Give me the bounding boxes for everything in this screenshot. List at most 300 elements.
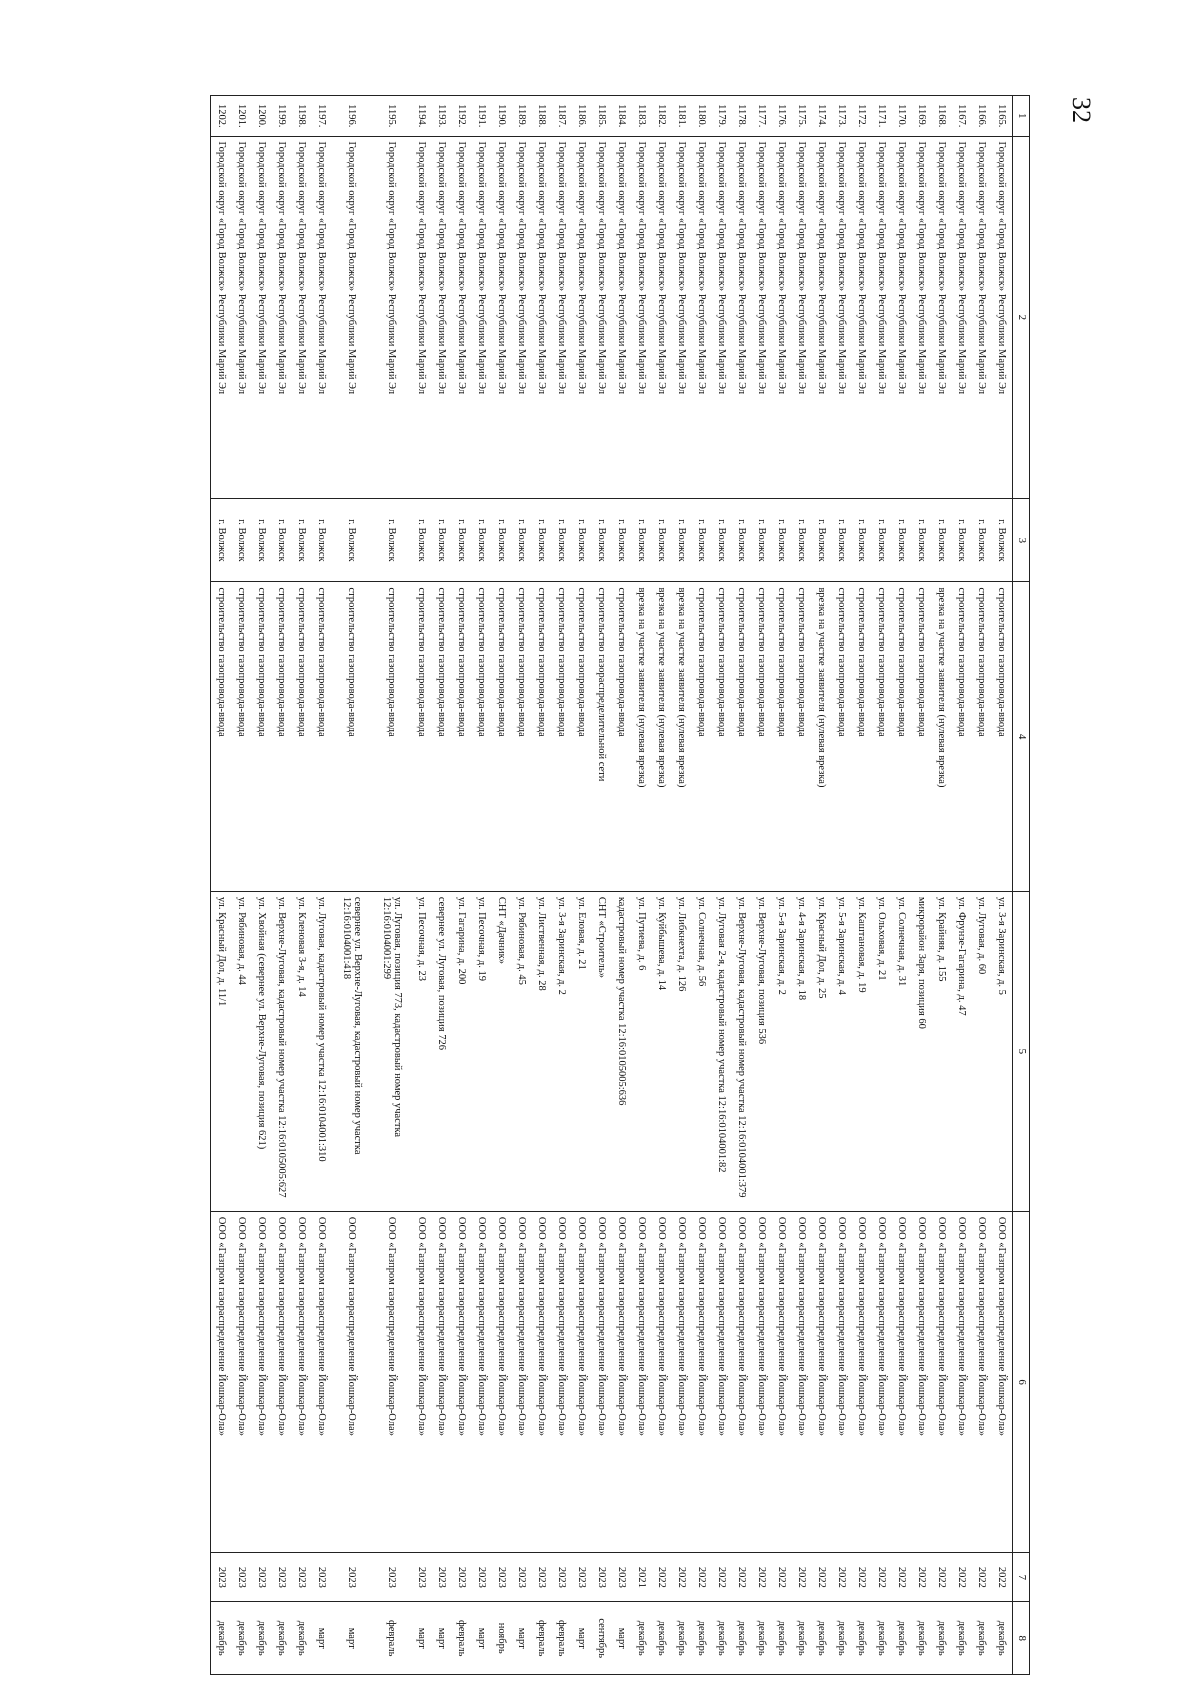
year-cell: 2023 (432, 1553, 452, 1602)
table-row (292, 96, 312, 1675)
address-cell: ул. Верхне-Луговая, позиция 536 (752, 891, 772, 1211)
table-row (992, 96, 1013, 1675)
year-cell: 2023 (592, 1553, 612, 1602)
col-header-8: 8 (1013, 1602, 1030, 1675)
year-cell: 2023 (572, 1553, 592, 1602)
row-number-cell: 1179. (712, 96, 732, 137)
address-cell: ул. Каштановая, д. 19 (852, 891, 872, 1211)
organization-cell: ООО «Газпром газораспределение Йошкар-Ола» (652, 1211, 672, 1552)
organization-cell: ООО «Газпром газораспределение Йошкар-Ола» (692, 1211, 712, 1552)
row-number-cell: 1185. (592, 96, 612, 137)
organization-cell: ООО «Газпром газораспределение Йошкар-Ола» (952, 1211, 972, 1552)
document-table-rotated (210, 95, 1030, 1675)
address-cell: ул. Красный Дол, д. 11/1 (211, 891, 232, 1211)
settlement-cell: г. Волжск (412, 499, 432, 582)
work-type-cell: строительство газопровода-ввода (211, 582, 232, 891)
year-cell: 2022 (972, 1553, 992, 1602)
year-cell: 2023 (512, 1553, 532, 1602)
settlement-cell: г. Волжск (892, 499, 912, 582)
work-type-cell: строительство газопровода-ввода (872, 582, 892, 891)
address-cell: ул. 5-я Заринская, д. 4 (832, 891, 852, 1211)
row-number-cell: 1193. (432, 96, 452, 137)
work-type-cell: строительство газопровода-ввода (332, 582, 372, 891)
year-cell: 2022 (712, 1553, 732, 1602)
year-cell: 2023 (211, 1553, 232, 1602)
address-cell: ул. Верхне-Луговая, кадастровый номер участка 12:16:0104001:379 (732, 891, 752, 1211)
year-cell: 2021 (632, 1553, 652, 1602)
address-cell: ул. Хвойная (севернее ул. Верхне-Луговая, позиция 621) (252, 891, 272, 1211)
address-cell: ул. Солнечная, д. 56 (692, 891, 712, 1211)
address-cell: ул. Ольховая, д. 21 (872, 891, 892, 1211)
work-type-cell: строительство газопровода-ввода (712, 582, 732, 891)
settlement-cell: г. Волжск (472, 499, 492, 582)
work-type-cell: врезка на участке заявителя (нулевая врезка) (632, 582, 652, 891)
table-row (692, 96, 712, 1675)
settlement-cell: г. Волжск (752, 499, 772, 582)
settlement-cell: г. Волжск (592, 499, 612, 582)
work-type-cell: строительство газопровода-ввода (412, 582, 432, 891)
municipality-cell: Городской округ «Город Волжск» Республики Марий Эл (792, 136, 812, 499)
address-cell: СНТ «Строитель» (592, 891, 612, 1211)
settlement-cell: г. Волжск (792, 499, 812, 582)
organization-cell: ООО «Газпром газораспределение Йошкар-Ола» (932, 1211, 952, 1552)
organization-cell: ООО «Газпром газораспределение Йошкар-Ола» (572, 1211, 592, 1552)
work-type-cell: строительство газопровода-ввода (552, 582, 572, 891)
table-row (612, 96, 632, 1675)
municipality-cell: Городской округ «Город Волжск» Республики Марий Эл (292, 136, 312, 499)
settlement-cell: г. Волжск (852, 499, 872, 582)
organization-cell: ООО «Газпром газораспределение Йошкар-Ола» (752, 1211, 772, 1552)
municipality-cell: Городской округ «Город Волжск» Республики Марий Эл (992, 136, 1013, 499)
municipality-cell: Городской округ «Город Волжск» Республики Марий Эл (972, 136, 992, 499)
address-cell: микрорайон Заря, позиция 60 (912, 891, 932, 1211)
year-cell: 2022 (692, 1553, 712, 1602)
year-cell: 2023 (312, 1553, 332, 1602)
settlement-cell: г. Волжск (812, 499, 832, 582)
month-cell: декабрь (852, 1602, 872, 1675)
settlement-cell: г. Волжск (372, 499, 412, 582)
municipality-cell: Городской округ «Город Волжск» Республики Марий Эл (852, 136, 872, 499)
settlement-cell: г. Волжск (872, 499, 892, 582)
work-type-cell: строительство газопровода-ввода (612, 582, 632, 891)
municipality-cell: Городской округ «Город Волжск» Республики Марий Эл (452, 136, 472, 499)
organization-cell: ООО «Газпром газораспределение Йошкар-Ола» (672, 1211, 692, 1552)
municipality-cell: Городской округ «Город Волжск» Республики Марий Эл (712, 136, 732, 499)
settlement-cell: г. Волжск (912, 499, 932, 582)
address-cell: ул. Луговая, позиция 773, кадастровый номер участка 12:16:0104001:299 (372, 891, 412, 1211)
table-row (732, 96, 752, 1675)
row-number-cell: 1170. (892, 96, 912, 137)
organization-cell: ООО «Газпром газораспределение Йошкар-Ола» (232, 1211, 252, 1552)
table-row (252, 96, 272, 1675)
settlement-cell: г. Волжск (952, 499, 972, 582)
municipality-cell: Городской округ «Город Волжск» Республики Марий Эл (612, 136, 632, 499)
organization-cell: ООО «Газпром газораспределение Йошкар-Ола» (432, 1211, 452, 1552)
row-number-cell: 1198. (292, 96, 312, 137)
table-row (972, 96, 992, 1675)
address-cell: ул. Луговая, д. 60 (972, 891, 992, 1211)
month-cell: февраль (532, 1602, 552, 1675)
table-row (672, 96, 692, 1675)
month-cell: февраль (372, 1602, 412, 1675)
year-cell: 2022 (652, 1553, 672, 1602)
municipality-cell: Городской округ «Город Волжск» Республики Марий Эл (232, 136, 252, 499)
month-cell: февраль (552, 1602, 572, 1675)
settlement-cell: г. Волжск (452, 499, 472, 582)
organization-cell: ООО «Газпром газораспределение Йошкар-Ола» (211, 1211, 232, 1552)
year-cell: 2022 (932, 1553, 952, 1602)
organization-cell: ООО «Газпром газораспределение Йошкар-Ола» (492, 1211, 512, 1552)
row-number-cell: 1199. (272, 96, 292, 137)
col-header-7: 7 (1013, 1553, 1030, 1602)
year-cell: 2023 (332, 1553, 372, 1602)
settlement-cell: г. Волжск (632, 499, 652, 582)
work-type-cell: строительство газопровода-ввода (852, 582, 872, 891)
work-type-cell: строительство газопровода-ввода (792, 582, 812, 891)
organization-cell: ООО «Газпром газораспределение Йошкар-Ола» (972, 1211, 992, 1552)
table-row (332, 96, 372, 1675)
municipality-cell: Городской округ «Город Волжск» Республики Марий Эл (952, 136, 972, 499)
table-row (832, 96, 852, 1675)
table-row (632, 96, 652, 1675)
work-type-cell: строительство газопровода-ввода (312, 582, 332, 891)
settlement-cell: г. Волжск (252, 499, 272, 582)
row-number-cell: 1168. (932, 96, 952, 137)
row-number-cell: 1195. (372, 96, 412, 137)
row-number-cell: 1197. (312, 96, 332, 137)
row-number-cell: 1166. (972, 96, 992, 137)
organization-cell: ООО «Газпром газораспределение Йошкар-Ола» (312, 1211, 332, 1552)
address-cell: кадастровый номер участка 12:16:0105005:636 (612, 891, 632, 1211)
row-number-cell: 1192. (452, 96, 472, 137)
address-cell: СНТ «Дачник» (492, 891, 512, 1211)
row-number-cell: 1194. (412, 96, 432, 137)
year-cell: 2023 (232, 1553, 252, 1602)
table-row (211, 96, 232, 1675)
organization-cell: ООО «Газпром газораспределение Йошкар-Ола» (252, 1211, 272, 1552)
month-cell: декабрь (712, 1602, 732, 1675)
organization-cell: ООО «Газпром газораспределение Йошкар-Ола» (532, 1211, 552, 1552)
municipality-cell: Городской округ «Город Волжск» Республики Марий Эл (632, 136, 652, 499)
work-type-cell: строительство газопровода-ввода (732, 582, 752, 891)
month-cell: декабрь (992, 1602, 1013, 1675)
settlement-cell: г. Волжск (492, 499, 512, 582)
organization-cell: ООО «Газпром газораспределение Йошкар-Ола» (712, 1211, 732, 1552)
year-cell: 2022 (992, 1553, 1013, 1602)
work-type-cell: врезка на участке заявителя (нулевая врезка) (652, 582, 672, 891)
month-cell: март (412, 1602, 432, 1675)
address-cell: ул. Лиственная, д. 28 (532, 891, 552, 1211)
year-cell: 2023 (272, 1553, 292, 1602)
settlement-cell: г. Волжск (992, 499, 1013, 582)
row-number-cell: 1188. (532, 96, 552, 137)
organization-cell: ООО «Газпром газораспределение Йошкар-Ола» (792, 1211, 812, 1552)
organization-cell: ООО «Газпром газораспределение Йошкар-Ола» (512, 1211, 532, 1552)
address-cell: ул. Луговая, кадастровый номер участка 12:16:0104001:310 (312, 891, 332, 1211)
organization-cell: ООО «Газпром газораспределение Йошкар-Ола» (412, 1211, 432, 1552)
table-row (272, 96, 292, 1675)
municipality-cell: Городской округ «Город Волжск» Республики Марий Эл (532, 136, 552, 499)
month-cell: март (312, 1602, 332, 1675)
work-type-cell: строительство газопровода-ввода (532, 582, 552, 891)
organization-cell: ООО «Газпром газораспределение Йошкар-Ола» (992, 1211, 1013, 1552)
municipality-cell: Городской округ «Город Волжск» Республики Марий Эл (652, 136, 672, 499)
municipality-cell: Городской округ «Город Волжск» Республики Марий Эл (592, 136, 612, 499)
work-type-cell: строительство газопровода-ввода (252, 582, 272, 891)
work-type-cell: строительство газопровода-ввода (452, 582, 472, 891)
table-row (772, 96, 792, 1675)
work-type-cell: строительство газопровода-ввода (432, 582, 452, 891)
municipality-cell: Городской округ «Город Волжск» Республики Марий Эл (492, 136, 512, 499)
work-type-cell: строительство газопровода-ввода (492, 582, 512, 891)
address-cell: ул. Солнечная, д. 31 (892, 891, 912, 1211)
organization-cell: ООО «Газпром газораспределение Йошкар-Ола» (332, 1211, 372, 1552)
municipality-cell: Городской округ «Город Волжск» Республики Марий Эл (412, 136, 432, 499)
row-number-cell: 1182. (652, 96, 672, 137)
municipality-cell: Городской округ «Город Волжск» Республики Марий Эл (892, 136, 912, 499)
table-row (752, 96, 772, 1675)
row-number-cell: 1183. (632, 96, 652, 137)
work-type-cell: строительство газораспределительной сети (592, 582, 612, 891)
municipality-cell: Городской округ «Город Волжск» Республики Марий Эл (211, 136, 232, 499)
table-row (892, 96, 912, 1675)
month-cell: декабрь (972, 1602, 992, 1675)
settlement-cell: г. Волжск (512, 499, 532, 582)
municipality-cell: Городской округ «Город Волжск» Республики Марий Эл (552, 136, 572, 499)
row-number-cell: 1181. (672, 96, 692, 137)
year-cell: 2022 (812, 1553, 832, 1602)
month-cell: декабрь (912, 1602, 932, 1675)
month-cell: декабрь (272, 1602, 292, 1675)
year-cell: 2023 (612, 1553, 632, 1602)
municipality-cell: Городской округ «Город Волжск» Республики Марий Эл (432, 136, 452, 499)
work-type-cell: врезка на участке заявителя (нулевая врезка) (812, 582, 832, 891)
address-cell: ул. Крайняя, д. 155 (932, 891, 952, 1211)
work-type-cell: строительство газопровода-ввода (472, 582, 492, 891)
month-cell: декабрь (892, 1602, 912, 1675)
row-number-cell: 1175. (792, 96, 812, 137)
municipality-cell: Городской округ «Город Волжск» Республики Марий Эл (572, 136, 592, 499)
municipality-cell: Городской округ «Город Волжск» Республики Марий Эл (312, 136, 332, 499)
month-cell: март (512, 1602, 532, 1675)
month-cell: март (332, 1602, 372, 1675)
table-row (372, 96, 412, 1675)
address-cell: ул. Красный Дол, д. 25 (812, 891, 832, 1211)
table-row (712, 96, 732, 1675)
organization-cell: ООО «Газпром газораспределение Йошкар-Ола» (612, 1211, 632, 1552)
table-row (432, 96, 452, 1675)
address-cell: ул. Либкнехта, д. 126 (672, 891, 692, 1211)
table-row (512, 96, 532, 1675)
work-type-cell: строительство газопровода-ввода (752, 582, 772, 891)
month-cell: декабрь (692, 1602, 712, 1675)
row-number-cell: 1167. (952, 96, 972, 137)
work-type-cell: строительство газопровода-ввода (272, 582, 292, 891)
col-header-2: 2 (1013, 136, 1030, 499)
organization-cell: ООО «Газпром газораспределение Йошкар-Ола» (452, 1211, 472, 1552)
organization-cell: ООО «Газпром газораспределение Йошкар-Ола» (912, 1211, 932, 1552)
month-cell: декабрь (732, 1602, 752, 1675)
address-cell: ул. Путиева, д. 6 (632, 891, 652, 1211)
settlement-cell: г. Волжск (732, 499, 752, 582)
address-cell: севернее ул. Луговая, позиция 726 (432, 891, 452, 1211)
row-number-cell: 1174. (812, 96, 832, 137)
settlement-cell: г. Волжск (432, 499, 452, 582)
municipality-cell: Городской округ «Город Волжск» Республики Марий Эл (332, 136, 372, 499)
page-number (1062, 84, 1100, 136)
col-header-4: 4 (1013, 582, 1030, 891)
month-cell: декабрь (772, 1602, 792, 1675)
settlement-cell: г. Волжск (612, 499, 632, 582)
year-cell: 2023 (292, 1553, 312, 1602)
organization-cell: ООО «Газпром газораспределение Йошкар-Ола» (592, 1211, 612, 1552)
settlement-cell: г. Волжск (312, 499, 332, 582)
settlement-cell: г. Волжск (572, 499, 592, 582)
settlement-cell: г. Волжск (652, 499, 672, 582)
table-row (812, 96, 832, 1675)
work-type-cell: врезка на участке заявителя (нулевая врезка) (672, 582, 692, 891)
month-cell: декабрь (752, 1602, 772, 1675)
year-cell: 2022 (752, 1553, 772, 1602)
row-number-cell: 1178. (732, 96, 752, 137)
table-row (952, 96, 972, 1675)
municipality-cell: Городской округ «Город Волжск» Республики Марий Эл (272, 136, 292, 499)
table-row (852, 96, 872, 1675)
settlement-cell: г. Волжск (672, 499, 692, 582)
table-row (492, 96, 512, 1675)
municipality-cell: Городской округ «Город Волжск» Республики Марий Эл (872, 136, 892, 499)
row-number-cell: 1190. (492, 96, 512, 137)
settlement-cell: г. Волжск (532, 499, 552, 582)
row-number-cell: 1200. (252, 96, 272, 137)
month-cell: март (612, 1602, 632, 1675)
settlement-cell: г. Волжск (211, 499, 232, 582)
address-cell: ул. Гагарина, д. 200 (452, 891, 472, 1211)
month-cell: февраль (452, 1602, 472, 1675)
work-type-cell: строительство газопровода-ввода (952, 582, 972, 891)
organization-cell: ООО «Газпром газораспределение Йошкар-Ола» (772, 1211, 792, 1552)
row-number-cell: 1169. (912, 96, 932, 137)
organization-cell: ООО «Газпром газораспределение Йошкар-Ола» (272, 1211, 292, 1552)
settlement-cell: г. Волжск (932, 499, 952, 582)
header-row (1013, 96, 1030, 1675)
year-cell: 2023 (452, 1553, 472, 1602)
organization-cell: ООО «Газпром газораспределение Йошкар-Ола» (552, 1211, 572, 1552)
table-body (211, 96, 1013, 1675)
month-cell: декабрь (252, 1602, 272, 1675)
table-row (552, 96, 572, 1675)
year-cell: 2022 (672, 1553, 692, 1602)
row-number-cell: 1184. (612, 96, 632, 137)
month-cell: декабрь (932, 1602, 952, 1675)
work-type-cell: строительство газопровода-ввода (232, 582, 252, 891)
year-cell: 2022 (852, 1553, 872, 1602)
address-cell: ул. Песочная, д. 19 (472, 891, 492, 1211)
month-cell: декабрь (211, 1602, 232, 1675)
table-row (532, 96, 552, 1675)
work-type-cell: строительство газопровода-ввода (972, 582, 992, 891)
row-number-cell: 1180. (692, 96, 712, 137)
month-cell: декабрь (652, 1602, 672, 1675)
row-number-cell: 1202. (211, 96, 232, 137)
settlement-cell: г. Волжск (292, 499, 312, 582)
year-cell: 2023 (552, 1553, 572, 1602)
year-cell: 2023 (412, 1553, 432, 1602)
organization-cell: ООО «Газпром газораспределение Йошкар-Ола» (852, 1211, 872, 1552)
year-cell: 2022 (732, 1553, 752, 1602)
month-cell: ноябрь (492, 1602, 512, 1675)
year-cell: 2022 (872, 1553, 892, 1602)
address-cell: ул. Песочная, д. 23 (412, 891, 432, 1211)
year-cell: 2023 (492, 1553, 512, 1602)
month-cell: декабрь (952, 1602, 972, 1675)
address-cell: ул. 3-я Заринская, д. 2 (552, 891, 572, 1211)
municipality-cell: Городской округ «Город Волжск» Республики Марий Эл (372, 136, 412, 499)
row-number-cell: 1165. (992, 96, 1013, 137)
page-number-text: 32 (1067, 97, 1096, 123)
municipality-cell: Городской округ «Город Волжск» Республики Марий Эл (732, 136, 752, 499)
address-cell: ул. Еловая, д. 21 (572, 891, 592, 1211)
organization-cell: ООО «Газпром газораспределение Йошкар-Ола» (732, 1211, 752, 1552)
address-cell: ул. 5-я Заринская, д. 2 (772, 891, 792, 1211)
municipality-cell: Городской округ «Город Волжск» Республики Марий Эл (772, 136, 792, 499)
year-cell: 2022 (792, 1553, 812, 1602)
settlement-cell: г. Волжск (552, 499, 572, 582)
col-header-3: 3 (1013, 499, 1030, 582)
address-cell: ул. Фрунзе-Гагарина, д. 47 (952, 891, 972, 1211)
organization-cell: ООО «Газпром газораспределение Йошкар-Ола» (872, 1211, 892, 1552)
row-number-cell: 1189. (512, 96, 532, 137)
settlement-cell: г. Волжск (972, 499, 992, 582)
work-type-cell: строительство газопровода-ввода (772, 582, 792, 891)
organization-cell: ООО «Газпром газораспределение Йошкар-Ола» (372, 1211, 412, 1552)
month-cell: март (432, 1602, 452, 1675)
month-cell: декабрь (812, 1602, 832, 1675)
col-header-6: 6 (1013, 1211, 1030, 1552)
work-type-cell: строительство газопровода-ввода (372, 582, 412, 891)
organization-cell: ООО «Газпром газораспределение Йошкар-Ола» (472, 1211, 492, 1552)
address-cell: ул. Куйбышева, д. 14 (652, 891, 672, 1211)
settlement-cell: г. Волжск (692, 499, 712, 582)
work-type-cell: строительство газопровода-ввода (832, 582, 852, 891)
table-row (932, 96, 952, 1675)
municipality-cell: Городской округ «Город Волжск» Республики Марий Эл (932, 136, 952, 499)
address-cell: ул. Рябиновая, д. 44 (232, 891, 252, 1211)
table-row (232, 96, 252, 1675)
municipality-cell: Городской округ «Город Волжск» Республики Марий Эл (812, 136, 832, 499)
municipality-cell: Городской округ «Город Волжск» Республики Марий Эл (512, 136, 532, 499)
municipality-cell: Городской округ «Город Волжск» Республики Марий Эл (832, 136, 852, 499)
work-type-cell: строительство газопровода-ввода (512, 582, 532, 891)
table-row (312, 96, 332, 1675)
settlement-cell: г. Волжск (332, 499, 372, 582)
month-cell: декабрь (232, 1602, 252, 1675)
row-number-cell: 1201. (232, 96, 252, 137)
year-cell: 2022 (772, 1553, 792, 1602)
address-cell: ул. Кленовая 3-я, д. 14 (292, 891, 312, 1211)
table-row (872, 96, 892, 1675)
month-cell: сентябрь (592, 1602, 612, 1675)
municipality-cell: Городской округ «Город Волжск» Республики Марий Эл (672, 136, 692, 499)
table-row (572, 96, 592, 1675)
municipality-cell: Городской округ «Город Волжск» Республики Марий Эл (692, 136, 712, 499)
work-type-cell: строительство газопровода-ввода (292, 582, 312, 891)
table-row (472, 96, 492, 1675)
settlement-cell: г. Волжск (772, 499, 792, 582)
row-number-cell: 1172. (852, 96, 872, 137)
address-cell: севернее ул. Верхне-Луговая, кадастровый номер участка 12:16:0104001:418 (332, 891, 372, 1211)
organization-cell: ООО «Газпром газораспределение Йошкар-Ола» (812, 1211, 832, 1552)
